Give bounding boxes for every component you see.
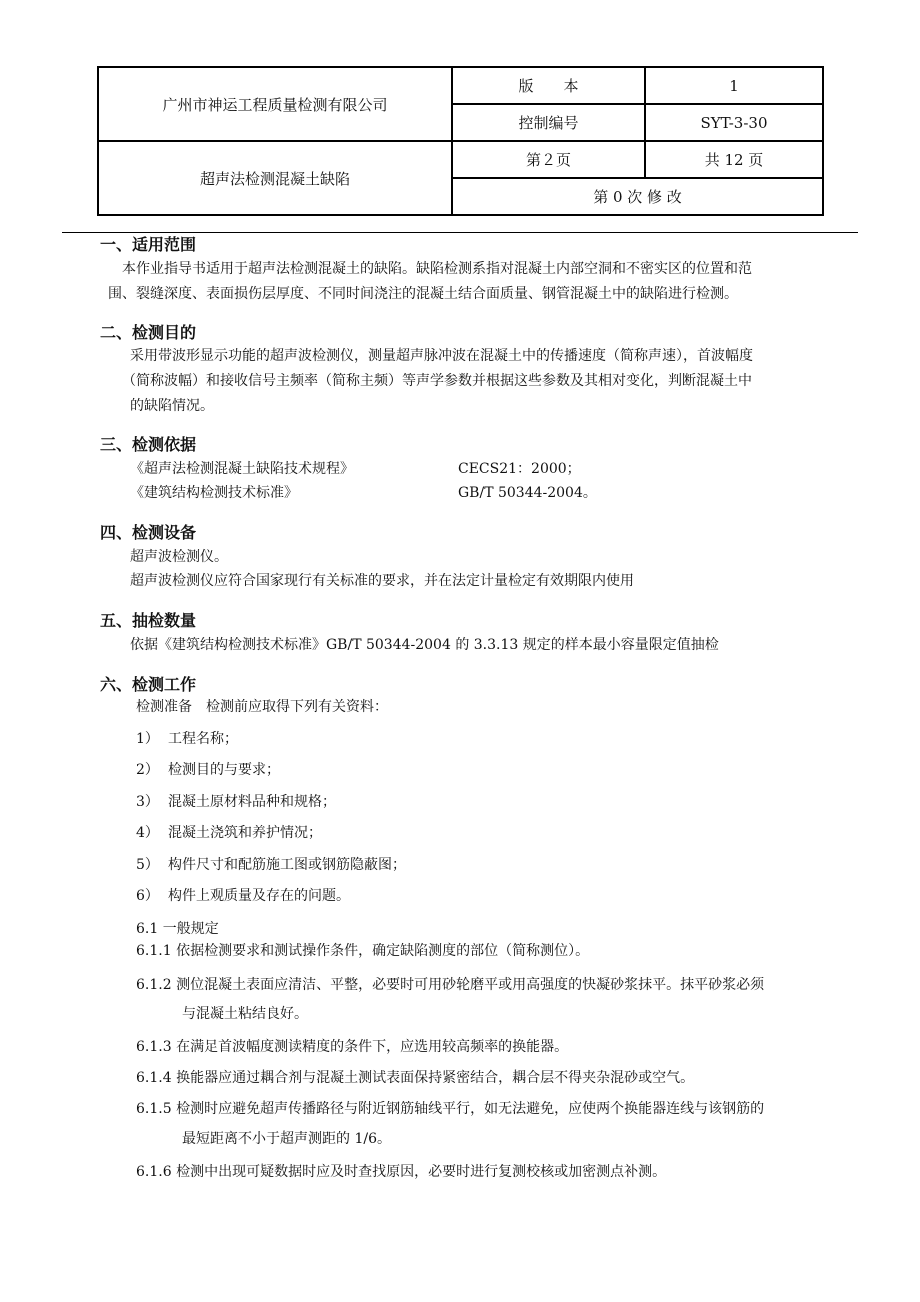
section-title-equipment: 四、检测设备 <box>100 523 197 542</box>
control-number-value: SYT-3-30 <box>645 104 823 141</box>
document-title: 超声法检测混凝土缺陷 <box>98 141 452 215</box>
list-item-number: 1） <box>136 731 159 747</box>
header-table <box>97 66 824 216</box>
section-title-work: 六、检测工作 <box>100 675 197 694</box>
section-title-sampling: 五、抽检数量 <box>100 611 197 630</box>
section-title-purpose: 二、检测目的 <box>100 323 197 342</box>
paragraph-line: 超声波检测仪应符合国家现行有关标准的要求，并在法定计量检定有效期限内使用 <box>130 573 634 589</box>
rule-line-continued: 最短距离不小于超声测距的 1/6。 <box>182 1131 391 1147</box>
section-title-scope: 一、适用范围 <box>100 235 197 254</box>
header-divider <box>62 232 858 233</box>
rule-line: 6.1.5 检测时应避免超声传播路径与附近钢筋轴线平行，如无法避免，应使两个换能器连线与该钢筋的 <box>136 1101 765 1117</box>
list-item-number: 4） <box>136 825 159 841</box>
standard-name: 《建筑结构检测技术标准》 <box>130 485 298 501</box>
rule-line: 6.1.3 在满足首波幅度测读精度的条件下，应选用较高频率的换能器。 <box>136 1039 569 1055</box>
standard-code: GB/T 50344-2004。 <box>458 485 597 501</box>
rule-line-continued: 与混凝土粘结良好。 <box>182 1006 308 1022</box>
preparation-intro: 检测准备 检测前应取得下列有关资料： <box>136 699 388 715</box>
subsection-title: 6.1 一般规定 <box>136 921 219 937</box>
list-item-text: 构件上观质量及存在的问题。 <box>168 888 350 904</box>
list-item-number: 6） <box>136 888 159 904</box>
list-item-number: 2） <box>136 762 159 778</box>
section-title-basis: 三、检测依据 <box>100 435 197 454</box>
paragraph-line: 超声波检测仪。 <box>130 549 228 565</box>
paragraph-line: 的缺陷情况。 <box>130 398 214 414</box>
version-label: 版 本 <box>452 67 645 104</box>
standard-name: 《超声法检测混凝土缺陷技术规程》 <box>130 461 354 477</box>
page-number: 第２页 <box>452 141 645 178</box>
revision-info: 第 0 次 修 改 <box>452 178 823 215</box>
standard-code: CECS21：2000； <box>458 461 581 477</box>
list-item-text: 检测目的与要求； <box>168 762 280 778</box>
rule-line: 6.1.6 检测中出现可疑数据时应及时查找原因，必要时进行复测校核或加密测点补测。 <box>136 1164 667 1180</box>
list-item-text: 混凝土浇筑和养护情况； <box>168 825 322 841</box>
list-item-number: 5） <box>136 857 159 873</box>
list-item-number: 3） <box>136 794 159 810</box>
rule-line: 6.1.1 依据检测要求和测试操作条件，确定缺陷测度的部位（简称测位）。 <box>136 943 590 959</box>
paragraph-line: 采用带波形显示功能的超声波检测仪，测量超声脉冲波在混凝土中的传播速度（简称声速），首波幅度 <box>130 348 753 364</box>
control-number-label: 控制编号 <box>452 104 645 141</box>
total-pages: 共 12 页 <box>645 141 823 178</box>
list-item-text: 混凝土原材料品种和规格； <box>168 794 336 810</box>
list-item-text: 构件尺寸和配筋施工图或钢筋隐蔽图； <box>168 857 406 873</box>
rule-line: 6.1.2 测位混凝土表面应清洁、平整，必要时可用砂轮磨平或用高强度的快凝砂浆抹平。抹平砂浆必须 <box>136 977 765 993</box>
paragraph-line: 围、裂缝深度、表面损伤层厚度、不同时间浇注的混凝土结合面质量、钢管混凝土中的缺陷进行检测。 <box>108 286 738 302</box>
rule-line: 6.1.4 换能器应通过耦合剂与混凝土测试表面保持紧密结合，耦合层不得夹杂混砂或空气。 <box>136 1070 695 1086</box>
paragraph-line: 依据《建筑结构检测技术标准》GB/T 50344-2004 的 3.3.13 规定的样本最小容量限定值抽检 <box>130 637 719 653</box>
version-value: 1 <box>645 67 823 104</box>
list-item-text: 工程名称； <box>168 731 238 747</box>
paragraph-line: （简称波幅）和接收信号主频率（简称主频）等声学参数并根据这些参数及其相对变化，判断混凝土中 <box>122 373 752 389</box>
company-name: 广州市神运工程质量检测有限公司 <box>98 67 452 141</box>
paragraph-line: 本作业指导书适用于超声法检测混凝土的缺陷。缺陷检测系指对混凝土内部空洞和不密实区的位置和范 <box>122 261 752 277</box>
